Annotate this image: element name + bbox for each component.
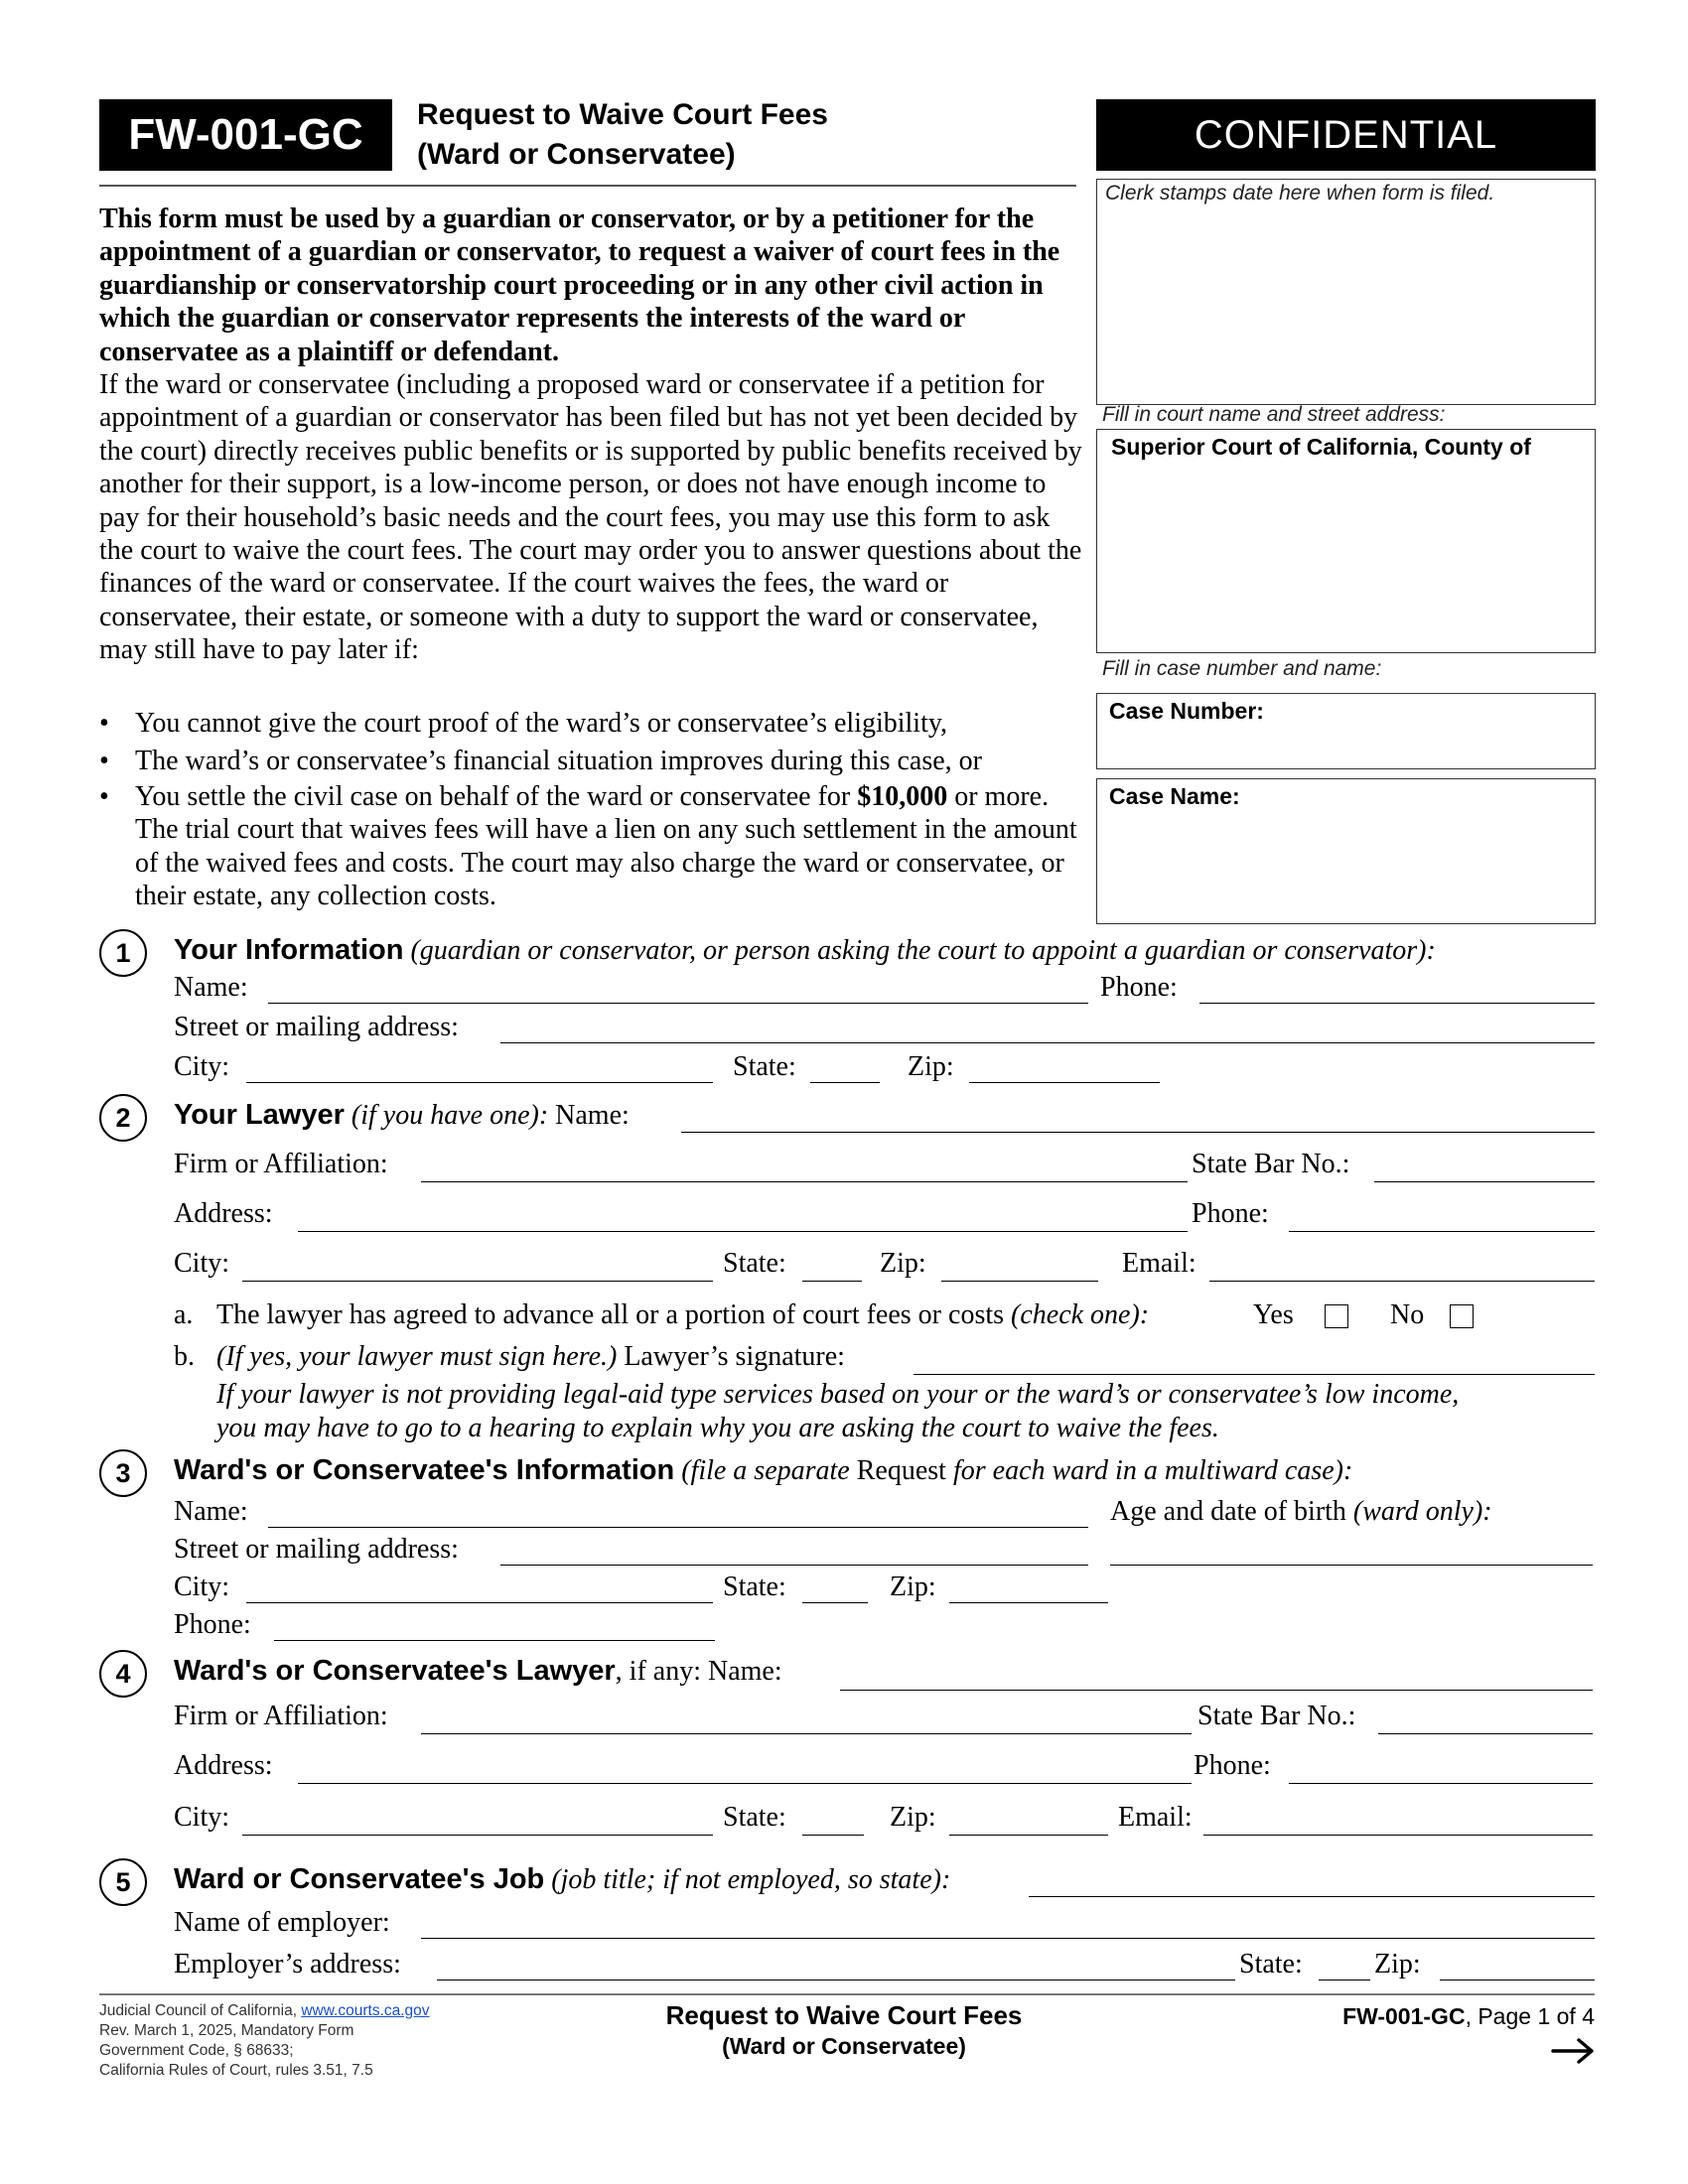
form-title-line1: Request to Waive Court Fees — [417, 98, 828, 131]
ward-street-field[interactable] — [500, 1565, 1088, 1566]
footer-divider — [99, 1993, 1595, 1995]
instructions-paragraph: If the ward or conservatee (including a proposed ward or conservatee if a petition for appointment of a guardian or conservator has been filed but has not yet been decided by the court) directly receives public benefits or is supported by public benefits received by another for their support, is a low-income person, or does not have enough income to pay for their household’s basic needs and the court fees, you may use this form to ask the court to waive the court fees. The court may order you to answer questions about the finances of the ward or conservatee. If the court waives the fees, the ward or conservatee, their estate, or someone with a duty to support the ward or conservatee, may still have to pay later if: — [99, 369, 1082, 666]
label: Name: — [174, 1496, 248, 1527]
list-item: • You settle the civil case on behalf of the ward or conservatee for $10,000 or more. The trial court that waives fees will have a lien on any such settlement in the amount of the waived fees and costs. The court may also charge the ward or conservatee, or their estate, any collection costs. — [99, 781, 1077, 912]
label: Zip: — [1374, 1949, 1421, 1979]
your-street-field[interactable] — [500, 1042, 1595, 1043]
form-title-line2: (Ward or Conservatee) — [417, 138, 736, 171]
court-name-note: Fill in court name and street address: — [1102, 403, 1446, 426]
label: City: — [174, 1802, 230, 1833]
your-zip-field[interactable] — [969, 1082, 1160, 1083]
label: Name of employer: — [174, 1907, 390, 1938]
label: Zip: — [890, 1571, 936, 1602]
footer-citation — [99, 2001, 430, 2081]
form-title — [417, 95, 828, 175]
label: State: — [723, 1571, 786, 1602]
item-b-text: (If yes, your lawyer must sign here.) Lawyer’s signature: — [216, 1341, 845, 1372]
section-2-number: 2 — [99, 1094, 147, 1142]
label: State: — [723, 1248, 786, 1279]
lawyer-note-line2: you may have to go to a hearing to explain why you are asking the court to waive the fees. — [216, 1413, 1219, 1443]
label: Firm or Affiliation: — [174, 1149, 388, 1179]
your-city-field[interactable] — [246, 1082, 713, 1083]
section-4-title: Ward's or Conservatee's Lawyer — [174, 1655, 616, 1687]
court-name-label: Superior Court of California, County of — [1111, 434, 1531, 460]
case-info-note: Fill in case number and name: — [1102, 657, 1382, 680]
footer-rules: California Rules of Court, rules 3.51, 7.5 — [99, 2062, 373, 2079]
ward-lawyer-address-field[interactable] — [298, 1783, 1192, 1784]
label: Phone: — [1100, 972, 1178, 1003]
confidential-banner: CONFIDENTIAL — [1096, 99, 1596, 171]
your-phone-field[interactable] — [1199, 1003, 1595, 1004]
your-name-field[interactable] — [268, 1003, 1088, 1004]
section-5-heading: Ward or Conservatee's Job (job title; if not employed, so state): — [174, 1863, 951, 1895]
footer-title: Request to Waive Court Fees (Ward or Conservatee) — [665, 2000, 1023, 2059]
employer-zip-field[interactable] — [1440, 1979, 1595, 1980]
section-4-number: 4 — [99, 1650, 147, 1698]
label: Address: — [174, 1198, 273, 1229]
lawyer-state-field[interactable] — [802, 1281, 862, 1282]
label: City: — [174, 1248, 230, 1279]
case-name-box[interactable] — [1096, 778, 1596, 924]
section-1-subtitle: (guardian or conservator, or person asking the court to appoint a guardian or conservator): — [410, 935, 1436, 966]
ward-state-field[interactable] — [802, 1602, 868, 1603]
clerk-stamp-box[interactable] — [1096, 179, 1596, 405]
employer-name-field[interactable] — [421, 1938, 1595, 1939]
section-3-number: 3 — [99, 1449, 147, 1497]
label: Email: — [1118, 1802, 1193, 1833]
ward-city-field[interactable] — [246, 1602, 713, 1603]
label: Phone: — [174, 1609, 251, 1640]
footer-council: Judicial Council of California, — [99, 2002, 298, 2019]
section-3-heading: Ward's or Conservatee's Information (file a separate Request for each ward in a multiward case): — [174, 1454, 1353, 1486]
lawyer-signature-field[interactable] — [914, 1374, 1595, 1375]
label: State Bar No.: — [1197, 1701, 1356, 1731]
section-2-title: Your Lawyer — [174, 1099, 345, 1131]
label: State: — [1239, 1949, 1303, 1979]
ward-lawyer-phone-field[interactable] — [1289, 1783, 1593, 1784]
section-1-heading — [174, 933, 1436, 968]
lawyer-note-line1: If your lawyer is not providing legal-aid type services based on your or the ward’s or conservatee’s low income, — [216, 1379, 1460, 1410]
ward-job-field[interactable] — [1029, 1896, 1595, 1897]
conditions-list — [99, 707, 1082, 913]
section-3-title: Ward's or Conservatee's Information — [174, 1454, 675, 1486]
case-number-label: Case Number: — [1109, 698, 1264, 724]
courts-link[interactable]: www.courts.ca.gov — [301, 2002, 430, 2019]
form-id-badge: FW-001-GC — [99, 99, 392, 171]
label: Zip: — [908, 1051, 954, 1082]
label: State Bar No.: — [1192, 1149, 1350, 1179]
your-state-field[interactable] — [810, 1082, 880, 1083]
label: Street or mailing address: — [174, 1012, 459, 1042]
employer-address-field[interactable] — [437, 1979, 1235, 1980]
list-item: • The ward’s or conservatee’s financial situation improves during this case, or — [99, 746, 982, 776]
employer-state-field[interactable] — [1319, 1979, 1370, 1980]
header-divider — [99, 185, 1076, 187]
section-5-title: Ward or Conservatee's Job — [174, 1863, 545, 1895]
label: Firm or Affiliation: — [174, 1701, 388, 1731]
label: Phone: — [1194, 1750, 1271, 1781]
footer-revision: Rev. March 1, 2025, Mandatory Form — [99, 2022, 354, 2039]
item-b-letter: b. — [174, 1341, 195, 1372]
case-name-label: Case Name: — [1109, 783, 1240, 809]
label: Address: — [174, 1750, 273, 1781]
instructions — [99, 203, 1082, 667]
no-checkbox[interactable] — [1450, 1304, 1474, 1328]
label: Email: — [1122, 1248, 1196, 1279]
section-1-number: 1 — [99, 929, 147, 977]
lawyer-email-field[interactable] — [1209, 1281, 1595, 1282]
label: Zip: — [890, 1802, 936, 1833]
label: State: — [723, 1802, 786, 1833]
ward-age-dob-field[interactable] — [1110, 1565, 1593, 1566]
right-arrow-icon[interactable] — [1551, 2037, 1595, 2070]
no-label: No — [1390, 1299, 1425, 1330]
item-a-letter: a. — [174, 1299, 194, 1330]
lawyer-phone-field[interactable] — [1289, 1231, 1595, 1232]
yes-checkbox[interactable] — [1325, 1304, 1348, 1328]
section-4-heading: Ward's or Conservatee's Lawyer, if any: Name: — [174, 1655, 782, 1687]
footer-government-code: Government Code, § 68633; — [99, 2042, 294, 2059]
lawyer-name-field[interactable] — [681, 1132, 1595, 1133]
case-number-box[interactable] — [1096, 693, 1596, 769]
instructions-bold-paragraph: This form must be used by a guardian or conservator, or by a petitioner for the appointment of a guardian or conservator, to request a waiver of court fees in the guardianship or conservatorship court proceeding or in any other civil action in which the guardian or conservator represents the interests of the ward or conservatee as a plaintiff or defendant. — [99, 204, 1060, 367]
label: Zip: — [880, 1248, 926, 1279]
ward-zip-field[interactable] — [949, 1602, 1108, 1603]
court-name-box[interactable] — [1096, 429, 1596, 653]
label: City: — [174, 1051, 230, 1082]
ward-lawyer-name-field[interactable] — [840, 1690, 1593, 1691]
lawyer-city-field[interactable] — [242, 1281, 713, 1282]
section-1-title: Your Information — [174, 934, 404, 966]
lawyer-address-field[interactable] — [298, 1231, 1188, 1232]
section-2-heading: Your Lawyer (if you have one): Name: — [174, 1099, 630, 1131]
section-5-number: 5 — [99, 1858, 147, 1906]
ward-lawyer-bar-field[interactable] — [1378, 1733, 1593, 1734]
label: Street or mailing address: — [174, 1534, 459, 1565]
label: Phone: — [1192, 1198, 1269, 1229]
lawyer-zip-field[interactable] — [941, 1281, 1098, 1282]
clerk-stamp-note: Clerk stamps date here when form is filed. — [1105, 182, 1495, 205]
ward-lawyer-city-field[interactable] — [242, 1835, 713, 1836]
list-item: • You cannot give the court proof of the ward’s or conservatee’s eligibility, — [99, 708, 948, 739]
lawyer-firm-field[interactable] — [421, 1181, 1188, 1182]
ward-phone-field[interactable] — [274, 1640, 715, 1641]
ward-lawyer-zip-field[interactable] — [949, 1835, 1108, 1836]
label: State: — [733, 1051, 796, 1082]
yes-label: Yes — [1253, 1299, 1294, 1330]
label: Name: — [174, 972, 248, 1003]
footer-page-number: FW-001-GC, Page 1 of 4 — [1342, 2003, 1595, 2029]
ward-lawyer-firm-field[interactable] — [421, 1733, 1192, 1734]
age-dob-label: Age and date of birth (ward only): — [1110, 1496, 1492, 1527]
ward-name-field[interactable] — [268, 1527, 1088, 1528]
label: Employer’s address: — [174, 1949, 401, 1979]
lawyer-bar-field[interactable] — [1374, 1181, 1595, 1182]
ward-lawyer-state-field[interactable] — [802, 1835, 864, 1836]
ward-lawyer-email-field[interactable] — [1203, 1835, 1593, 1836]
item-a-text: The lawyer has agreed to advance all or a portion of court fees or costs (check one): — [216, 1299, 1150, 1330]
label: City: — [174, 1571, 230, 1602]
